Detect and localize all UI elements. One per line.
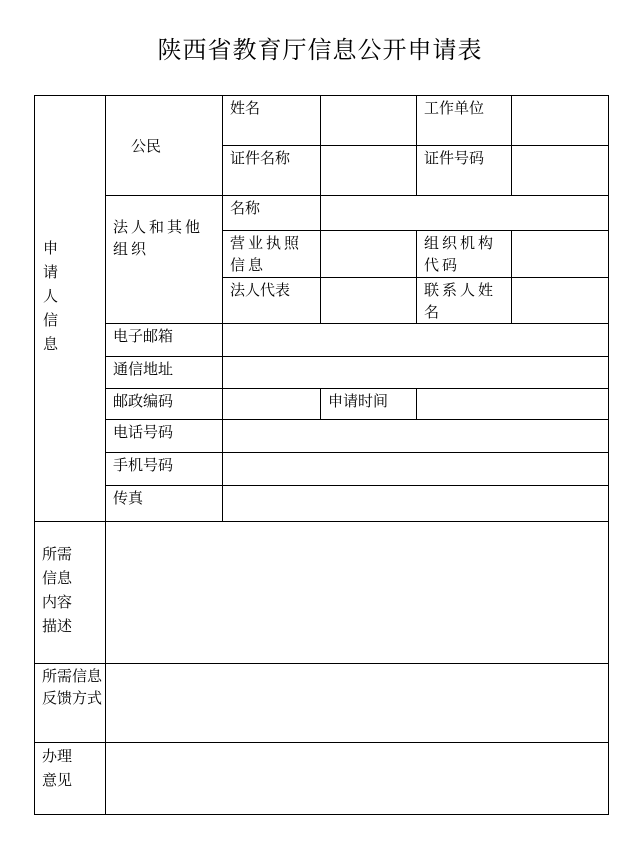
name-field[interactable]: [321, 96, 417, 146]
feedback-method-label: 所需信息反馈方式: [35, 664, 106, 743]
email-label: 电子邮箱: [106, 324, 223, 357]
org-label: 法人和其他组织: [113, 218, 204, 258]
apply-time-label: 申请时间: [321, 389, 417, 420]
mobile-label: 手机号码: [106, 453, 223, 486]
legal-rep-field[interactable]: [321, 278, 417, 324]
page-title: 陕西省教育厅信息公开申请表: [157, 36, 483, 64]
info-desc-label: 所需信息内容描述: [42, 545, 73, 635]
postcode-label: 邮政编码: [106, 389, 223, 420]
license-label: 营业执照信息: [223, 231, 321, 278]
citizen-group: [106, 96, 223, 196]
citizen-label: 公民: [131, 137, 162, 155]
name-label: 姓名: [223, 96, 321, 146]
applicant-info-label: 申请人信息: [43, 239, 59, 353]
work-unit-field[interactable]: [512, 96, 609, 146]
id-type-label: 证件名称: [223, 146, 321, 196]
org-code-label: 组织机构代码: [417, 231, 512, 278]
info-desc-field[interactable]: [106, 522, 609, 664]
phone-field[interactable]: [223, 420, 609, 453]
work-unit-label: 工作单位: [417, 96, 512, 146]
opinion-field[interactable]: [106, 743, 609, 815]
contact-name-label: 联系人姓名: [417, 278, 512, 324]
id-type-field[interactable]: [321, 146, 417, 196]
id-number-field[interactable]: [512, 146, 609, 196]
contact-name-field[interactable]: [512, 278, 609, 324]
org-name-field[interactable]: [321, 196, 609, 231]
fax-field[interactable]: [223, 486, 609, 522]
postcode-field[interactable]: [223, 389, 321, 420]
application-form-table: [34, 95, 609, 815]
apply-time-field[interactable]: [417, 389, 609, 420]
legal-rep-label: 法人代表: [223, 278, 321, 324]
opinion-label: 办理意见: [42, 747, 73, 789]
id-number-label: 证件号码: [417, 146, 512, 196]
phone-label: 电话号码: [106, 420, 223, 453]
email-field[interactable]: [223, 324, 609, 357]
feedback-method-field[interactable]: [106, 664, 609, 743]
org-name-label: 名称: [223, 196, 321, 231]
address-field[interactable]: [223, 357, 609, 389]
mobile-field[interactable]: [223, 453, 609, 486]
info-desc-label-cell: [35, 522, 106, 664]
fax-label: 传真: [106, 486, 223, 522]
address-label: 通信地址: [106, 357, 223, 389]
org-code-field[interactable]: [512, 231, 609, 278]
applicant-info-section: [35, 96, 106, 522]
license-field[interactable]: [321, 231, 417, 278]
opinion-label-cell: [35, 743, 106, 815]
org-group: [106, 196, 223, 324]
